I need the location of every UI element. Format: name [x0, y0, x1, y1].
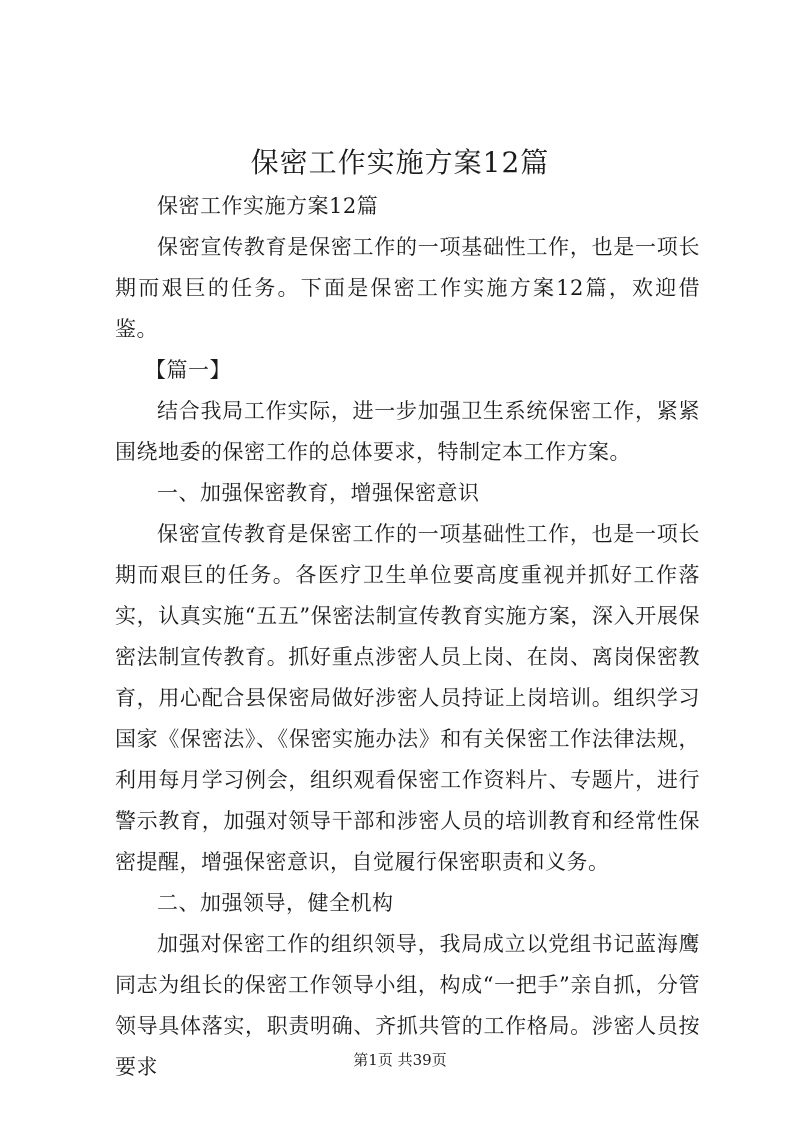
section-heading-part-one: 【篇一】: [145, 358, 231, 382]
document-body: [115, 186, 700, 1088]
section-heading-one: 一、加强保密教育，增强保密意识: [157, 481, 480, 505]
page-footer: 第1页 共39页: [353, 1051, 447, 1069]
document-title: 保密工作实施方案12篇: [250, 146, 550, 179]
paragraph-intro: 保密宣传教育是保密工作的一项基础性工作，也是一项长期而艰巨的任务。下面是保密工作实施方案12篇，欢迎借鉴。: [115, 235, 700, 341]
paragraph-education: 保密宣传教育是保密工作的一项基础性工作，也是一项长期而艰巨的任务。各医疗卫生单位要高度重视并抓好工作落实，认真实施“五五”保密法制宣传教育实施方案，深入开展保密法制宣传教育。抓好重点涉密人员上岗、在岗、离岗保密教育，用心配合县保密局做好涉密人员持证上岗培训。组织学习国家《保密法》、《保密实施办法》和有关保密工作法律法规，利用每月学习例会，组织观看保密工作资料片、专题片，进行警示教育，加强对领导干部和涉密人员的培训教育和经常性保密提醒，增强保密意识，自觉履行保密职责和义务。: [115, 522, 700, 874]
paragraph-subtitle: 保密工作实施方案12篇: [157, 194, 379, 218]
paragraph-overview: 结合我局工作实际，进一步加强卫生系统保密工作，紧紧围绕地委的保密工作的总体要求，特制定本工作方案。: [115, 399, 700, 464]
paragraph-leadership: 加强对保密工作的组织领导，我局成立以党组书记蓝海鹰同志为组长的保密工作领导小组，构成“一把手”亲自抓，分管领导具体落实，职责明确、齐抓共管的工作格局。涉密人员按要求: [115, 932, 700, 1079]
section-heading-two: 二、加强领导，健全机构: [157, 891, 394, 915]
